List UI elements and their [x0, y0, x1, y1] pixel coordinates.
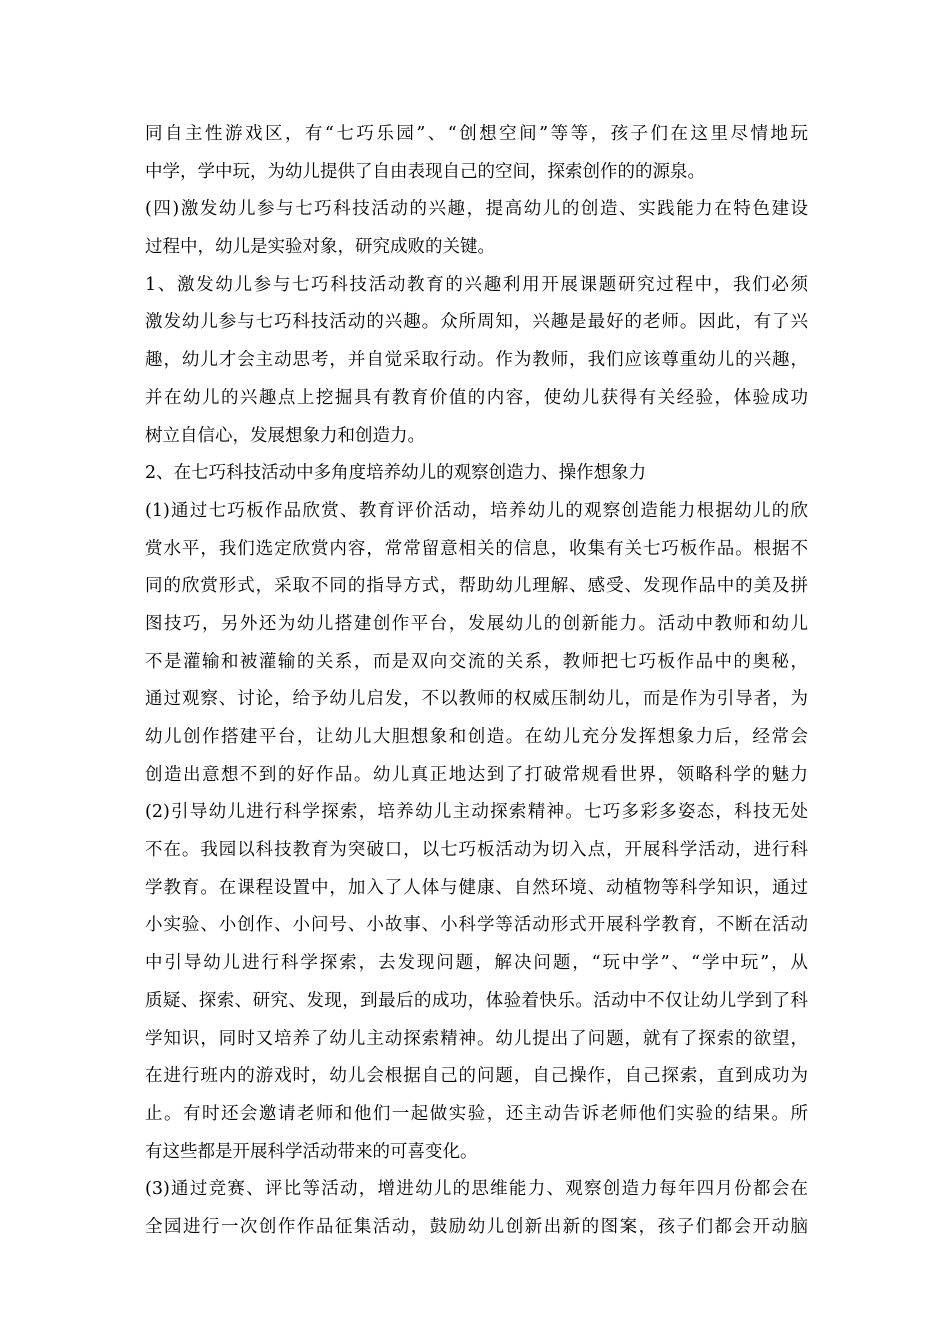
text-line: 幼儿创作搭建平台，让幼儿大胆想象和创造。在幼儿充分发挥想象力后，经常会: [145, 727, 808, 747]
text-line: 全园进行一次创作作品征集活动，鼓励幼儿创新出新的图案，孩子们都会开动脑: [145, 1216, 808, 1237]
text-line: 图技巧，另外还为幼儿搭建创作平台，发展幼儿的创新能力。活动中教师和幼儿: [145, 613, 808, 634]
text-line: 中学，学中玩，为幼儿提供了自由表现自己的空间，探索创作的的源泉。: [145, 161, 705, 182]
text-line: 过程中，幼儿是实验对象，研究成败的关键。: [145, 237, 495, 258]
text-line: 2、在七巧科技活动中多角度培养幼儿的观察创造力、操作想象力: [145, 463, 647, 484]
text-line: 赏水平，我们选定欣赏内容，常常留意相关的信息，收集有关七巧板作品。根据不: [145, 538, 808, 559]
text-line: 并在幼儿的兴趣点上挖掘具有教育价值的内容，使幼儿获得有关经验，体验成功: [145, 387, 808, 408]
text-line: 学知识，同时又培养了幼儿主动探索精神。幼儿提出了问题，就有了探索的欲望，: [145, 1028, 808, 1049]
text-line: 通过观察、讨论，给予幼儿启发，不以教师的权威压制幼儿，而是作为引导者，为: [145, 689, 808, 710]
text-line: 有这些都是开展科学活动带来的可喜变化。: [145, 1141, 478, 1162]
text-line: (1)通过七巧板作品欣赏、教育评价活动，培养幼儿的观察创造能力根据幼儿的欣: [145, 500, 808, 521]
text-line: 激发幼儿参与七巧科技活动的兴趣。众所周知，兴趣是最好的老师。因此，有了兴: [145, 312, 808, 333]
body-text: [145, 116, 808, 1247]
text-line: 不是灌输和被灌输的关系，而是双向交流的关系，教师把七巧板作品中的奥秘，: [145, 651, 808, 672]
text-line: 质疑、探索、研究、发现，到最后的成功，体验着快乐。活动中不仅让幼儿学到了科: [145, 990, 808, 1011]
text-line: 小实验、小创作、小问号、小故事、小科学等活动形式开展科学教育，不断在活动: [145, 915, 808, 936]
text-line: 不在。我园以科技教育为突破口，以七巧板活动为切入点，开展科学活动，进行科: [145, 840, 808, 861]
text-line: 趣，幼儿才会主动思考，并自觉采取行动。作为教师，我们应该尊重幼儿的兴趣，: [145, 350, 808, 371]
text-line: 止。有时还会邀请老师和他们一起做实验，还主动告诉老师他们实验的结果。所: [145, 1103, 808, 1124]
text-line: (3)通过竞赛、评比等活动，增进幼儿的思维能力、观察创造力每年四月份都会在: [145, 1179, 808, 1200]
text-line: 1、激发幼儿参与七巧科技活动教育的兴趣利用开展课题研究过程中，我们必须: [145, 274, 808, 295]
text-line: 创造出意想不到的好作品。幼儿真正地达到了打破常规看世界，领略科学的魅力: [145, 764, 808, 785]
text-line: 在进行班内的游戏时，幼儿会根据自己的问题，自己操作，自己探索，直到成功为: [145, 1066, 808, 1087]
text-line: (四)激发幼儿参与七巧科技活动的兴趣，提高幼儿的创造、实践能力在特色建设: [145, 199, 808, 220]
text-line: 中引导幼儿进行科学探索，去发现问题，解决问题，“玩中学”、“学中玩”，从: [145, 953, 808, 974]
text-line: 同自主性游戏区，有“七巧乐园”、“创想空间”等等，孩子们在这里尽情地玩: [145, 124, 808, 144]
text-line: (2)引导幼儿进行科学探索，培养幼儿主动探索精神。七巧多彩多姿态，科技无处: [145, 802, 808, 823]
text-line: 学教育。在课程设置中，加入了人体与健康、自然环境、动植物等科学知识，通过: [145, 877, 808, 898]
text-line: 树立自信心，发展想象力和创造力。: [145, 425, 425, 446]
text-line: 同的欣赏形式，采取不同的指导方式，帮助幼儿理解、感受、发现作品中的美及拼: [145, 576, 808, 597]
